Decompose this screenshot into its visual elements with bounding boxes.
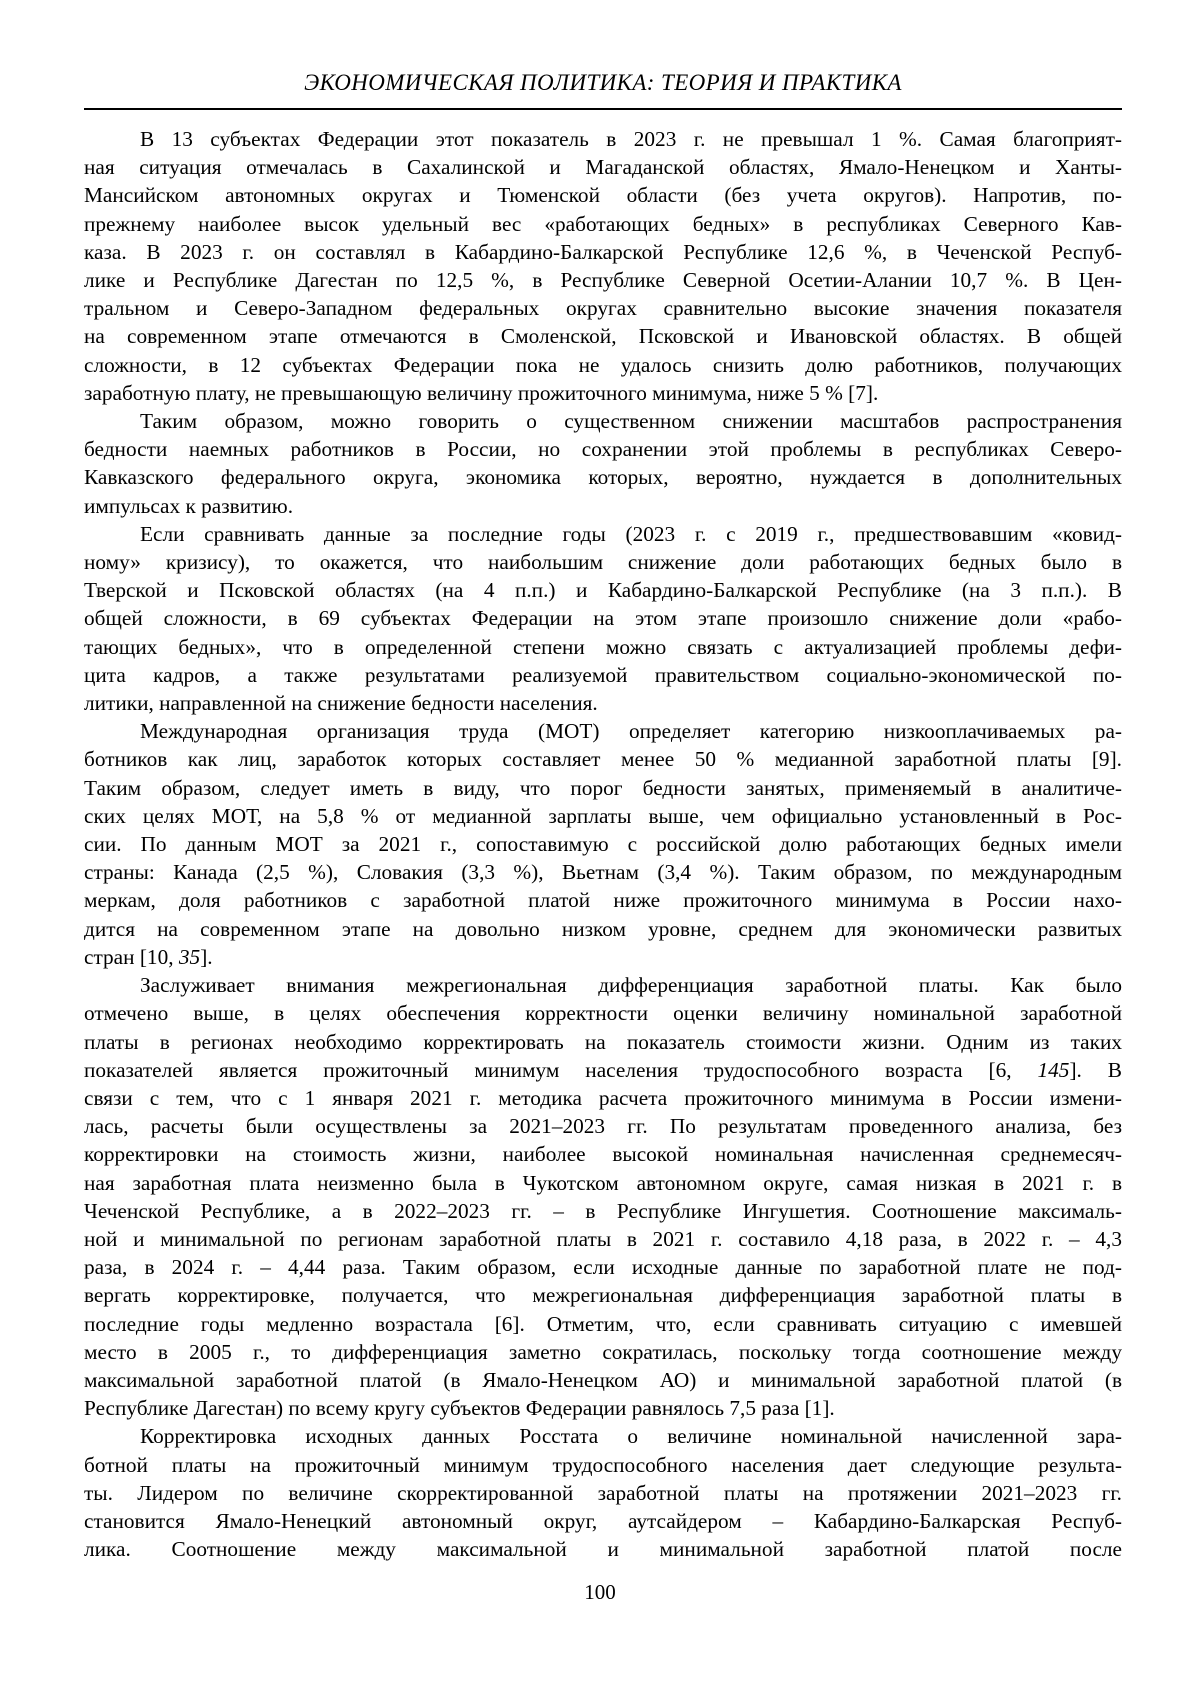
text-run: тающих бедных», что в определенной степени можно связать с актуализацией проблемы дефи- (84, 634, 1122, 659)
text-line (84, 407, 1122, 435)
text-run: заработную плату, не превышающую величину прожиточного минимума, ниже 5 % [7]. (84, 380, 879, 405)
text-line (84, 520, 1122, 548)
text-run: литики, направленной на снижение бедности населения. (84, 691, 598, 716)
text-run: Если сравнивать данные за последние годы (2023 г. с 2019 г., предшествовавшим «ковид- (140, 521, 1122, 546)
text-line (84, 1140, 1122, 1168)
paragraph (84, 1422, 1122, 1563)
text-line (84, 633, 1122, 661)
text-run: Заслуживает внимания межрегиональная дифференциация заработной платы. Как было (140, 973, 1122, 998)
text-run: бедности наемных работников в России, но сохранении этой проблемы в республиках Северо- (84, 437, 1122, 462)
paragraph (84, 971, 1122, 1422)
text-run: вергать корректировке, получается, что межрегиональная дифференциация заработной платы в (84, 1283, 1122, 1308)
text-line (84, 1310, 1122, 1338)
text-line (84, 548, 1122, 576)
text-run: прежнему наиболее высок удельный вес «работающих бедных» в республиках Северного Кав- (84, 211, 1122, 236)
text-run: место в 2005 г., то дифференциация заметно сократилась, поскольку тогда соотношение между (84, 1339, 1122, 1364)
text-line (84, 210, 1122, 238)
text-line (84, 604, 1122, 632)
italic-reference-number: 145 (1037, 1057, 1070, 1082)
text-run: сии. По данным МОТ за 2021 г., сопоставимую с российской долю работающих бедных имели (84, 832, 1122, 857)
text-run: В 13 субъектах Федерации этот показатель в 2023 г. не превышал 1 %. Самая благоприят- (140, 127, 1122, 151)
text-line (84, 999, 1122, 1027)
text-line (84, 689, 1122, 717)
text-line (84, 153, 1122, 181)
text-run: Таким образом, можно говорить о существенном снижении масштабов распространения (140, 409, 1122, 434)
text-line (84, 943, 1122, 971)
text-run: цита кадров, а также результатами реализуемой правительством социально-экономической по- (84, 662, 1122, 687)
text-run: импульсах к развитию. (84, 493, 294, 518)
text-run: платы в регионах необходимо корректировать на показатель стоимости жизни. Одним из таких (84, 1029, 1122, 1054)
text-line (84, 181, 1122, 209)
text-line (84, 1112, 1122, 1140)
text-line (84, 1338, 1122, 1366)
text-run: ному» кризису), то окажется, что наибольшим снижение доли работающих бедных было в (84, 550, 1122, 575)
journal-running-head: ЭКОНОМИЧЕСКАЯ ПОЛИТИКА: ТЕОРИЯ И ПРАКТИКА (84, 70, 1122, 110)
text-run: Республике Дагестан) по всему кругу субъектов Федерации равнялось 7,5 раза [1]. (84, 1396, 835, 1421)
text-line (84, 294, 1122, 322)
text-line (84, 1507, 1122, 1535)
text-run: связи с тем, что с 1 января 2021 г. методика расчета прожиточного минимума в России измени- (84, 1085, 1122, 1110)
paragraph (84, 717, 1122, 971)
text-line (84, 774, 1122, 802)
text-run: Кавказского федерального округа, экономика которых, вероятно, нуждается в дополнительных (84, 465, 1122, 490)
text-line (84, 125, 1122, 153)
text-run: стран [10, (84, 944, 179, 969)
text-run: ботной платы на прожиточный минимум трудоспособного населения дает следующие результа- (84, 1452, 1122, 1477)
text-line (84, 576, 1122, 604)
text-line (84, 802, 1122, 830)
text-line (84, 886, 1122, 914)
text-run: тральном и Северо-Западном федеральных округах сравнительно высокие значения показателя (84, 296, 1122, 321)
paragraph (84, 520, 1122, 717)
text-run: отмечено выше, в целях обеспечения корректности оценки величину номинальной заработной (84, 1001, 1122, 1026)
text-run: ских целях МОТ, на 5,8 % от медианной зарплаты выше, чем официально установленный в Рос- (84, 803, 1122, 828)
text-run: ная ситуация отмечалась в Сахалинской и Магаданской областях, Ямало-Ненецком и Ханты- (84, 155, 1122, 180)
text-line (84, 1394, 1122, 1422)
text-line (84, 1225, 1122, 1253)
text-line (84, 1535, 1122, 1563)
text-line (84, 1451, 1122, 1479)
text-run: ]. (200, 944, 213, 969)
text-run: каза. В 2023 г. он составлял в Кабардино-Балкарской Республике 12,6 %, в Чеченской Респуб- (84, 239, 1122, 264)
text-line (84, 238, 1122, 266)
text-line (84, 351, 1122, 379)
text-run: ной и минимальной по регионам заработной платы в 2021 г. составило 4,18 раза, в 2022 г. – 4,3 (84, 1226, 1122, 1251)
text-run: корректировки на стоимость жизни, наиболее высокой номинальная начисленная среднемесяч- (84, 1142, 1122, 1167)
text-run: ботников как лиц, заработок которых составляет менее 50 % медианной заработной платы [9]. (84, 747, 1122, 772)
text-line (84, 266, 1122, 294)
text-run: Таким образом, следует иметь в виду, что порог бедности занятых, применяемый в аналитиче- (84, 775, 1122, 800)
text-run: ]. В (1069, 1057, 1122, 1082)
text-run: Корректировка исходных данных Росстата о величине номинальной начисленной зара- (140, 1424, 1122, 1449)
text-line (84, 322, 1122, 350)
page-number: 100 (584, 1580, 616, 1604)
text-line (84, 717, 1122, 745)
text-run: меркам, доля работников с заработной платой ниже прожиточного минимума в России нахо- (84, 888, 1122, 913)
text-line (84, 1169, 1122, 1197)
text-run: ная заработная плата неизменно была в Чукотском автономном округе, самая низкая в 2021 г. в (84, 1170, 1122, 1195)
text-line (84, 492, 1122, 520)
text-line (84, 830, 1122, 858)
text-line (84, 1084, 1122, 1112)
text-run: показателей является прожиточный минимум населения трудоспособного возраста [6, (84, 1057, 1038, 1082)
text-line (84, 1056, 1122, 1084)
text-line (84, 1028, 1122, 1056)
text-run: максимальной заработной платой (в Ямало-Ненецком АО) и минимальной заработной платой (в (84, 1367, 1122, 1392)
text-run: лике и Республике Дагестан по 12,5 %, в Республике Северной Осетии-Алании 10,7 %. В Цен- (84, 268, 1122, 293)
text-run: лика. Соотношение между максимальной и минимальной заработной платой после (84, 1537, 1122, 1562)
text-run: Мансийском автономных округах и Тюменской области (без учета округов). Напротив, по- (84, 183, 1122, 208)
text-run: дится на современном этапе на довольно низком уровне, среднем для экономически развитых (84, 916, 1122, 941)
text-line (84, 1197, 1122, 1225)
text-run: Чеченской Республике, а в 2022–2023 гг. – в Республике Ингушетия. Соотношение максималь- (84, 1198, 1122, 1223)
text-run: лась, расчеты были осуществлены за 2021–2023 гг. По результатам проведенного анализа, без (84, 1114, 1122, 1139)
text-line (84, 915, 1122, 943)
text-line (84, 435, 1122, 463)
italic-reference-number: 35 (178, 944, 201, 969)
paragraph (84, 407, 1122, 520)
text-run: ты. Лидером по величине скорректированной заработной платы на протяжении 2021–2023 гг. (84, 1480, 1122, 1505)
article-body (84, 125, 1122, 1563)
text-run: становится Ямало-Ненецкий автономный округ, аутсайдером – Кабардино-Балкарская Респуб- (84, 1508, 1122, 1533)
text-run: раза, в 2024 г. – 4,44 раза. Таким образом, если исходные данные по заработной плате не под- (84, 1255, 1122, 1280)
text-line (84, 1422, 1122, 1450)
text-line (84, 971, 1122, 999)
text-line (84, 1253, 1122, 1281)
text-run: сложности, в 12 субъектах Федерации пока не удалось снизить долю работников, получающих (84, 352, 1122, 377)
text-line (84, 463, 1122, 491)
text-line (84, 1281, 1122, 1309)
text-run: Международная организация труда (МОТ) определяет категорию низкооплачиваемых ра- (140, 719, 1122, 744)
text-line (84, 1479, 1122, 1507)
text-line (84, 661, 1122, 689)
text-line (84, 858, 1122, 886)
text-run: последние годы медленно возрастала [6]. Отметим, что, если сравнивать ситуацию с имевшей (84, 1311, 1122, 1336)
text-run: на современном этапе отмечаются в Смоленской, Псковской и Ивановской областях. В общей (84, 324, 1122, 349)
text-run: общей сложности, в 69 субъектах Федерации на этом этапе произошло снижение доли «рабо- (84, 606, 1122, 631)
text-line (84, 745, 1122, 773)
text-line (84, 1366, 1122, 1394)
text-run: Тверской и Псковской областях (на 4 п.п.) и Кабардино-Балкарской Республике (на 3 п.п.). В (84, 578, 1122, 603)
paragraph (84, 125, 1122, 407)
text-run: страны: Канада (2,5 %), Словакия (3,3 %), Вьетнам (3,4 %). Таким образом, по международным (84, 860, 1122, 885)
text-line (84, 379, 1122, 407)
